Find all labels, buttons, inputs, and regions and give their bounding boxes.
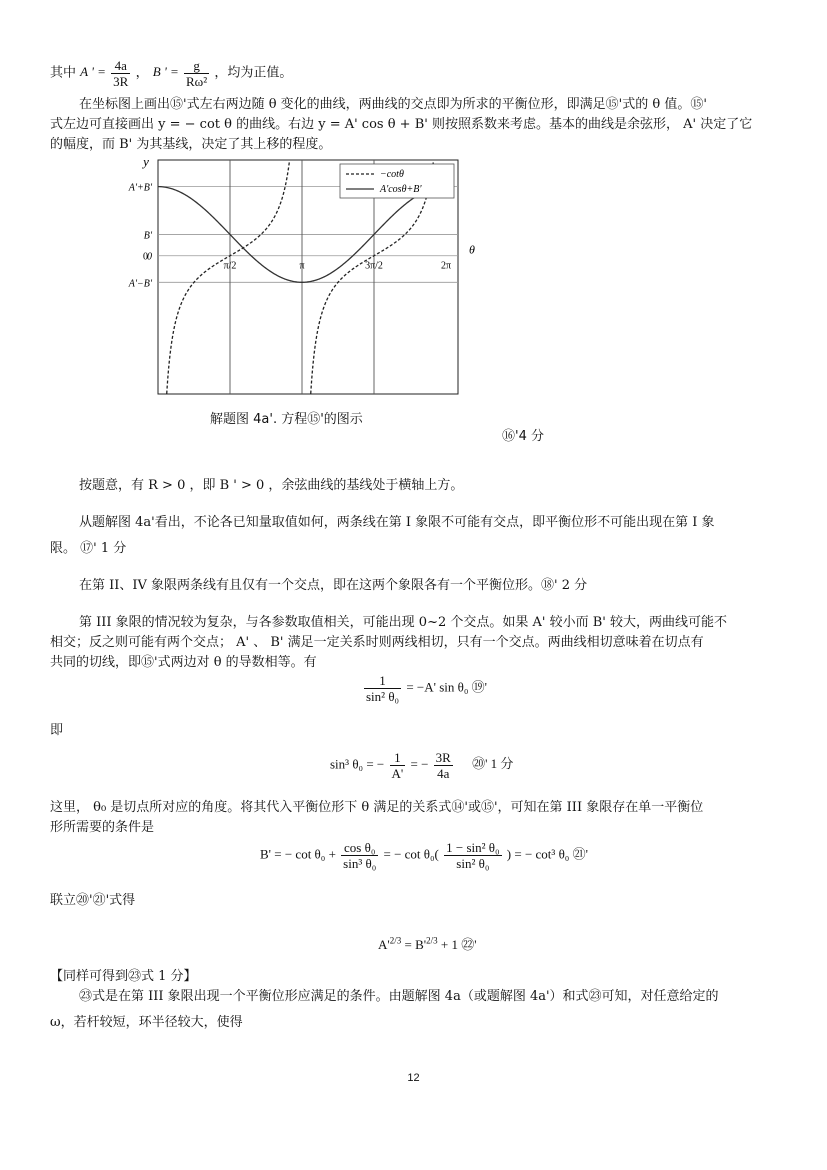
intro-line: 其中 A ' = $\frac{4a}{3R}$ ， B ' = $\frac{g}{\text{Rω²}}$ ，均为正值。 (50, 58, 293, 89)
para8: 【同样可得到㉓式 1 分】 (50, 969, 197, 984)
y-tick-label-0: A'+B' (128, 182, 152, 194)
para5-line3: 共同的切线，即⑮'式两边对 θ 的导数相等。有 (50, 655, 317, 670)
para7: 联立⑳'㉑'式得 (50, 893, 136, 908)
para9-line1: ㉓式是在第 III 象限出现一个平衡位形应满足的条件。由题解图 4a（或题解图 4a'）和式㉓可知，对任意给定的 (79, 989, 719, 1004)
para4: 在第 II、IV 象限两条线有且仅有一个交点，即在这两个象限各有一个平衡位形。⑱' 2 分 (79, 578, 588, 593)
figure-score: ⑯'4 分 (502, 429, 544, 444)
x-axis-label: θ (469, 242, 475, 257)
equation-20: sin³ θ₀ = − $\frac{1}{A'}$ = − $\frac{3R}{4a}$ ⑳' 1 分 (330, 750, 514, 781)
x-tick-label-1: π/2 (223, 260, 237, 272)
equation-22: $A'^{2/3} = B'^{2/3} + 1$ ㉒' (378, 935, 477, 952)
y-tick-label-3: A'−B' (128, 278, 152, 290)
para2: 按题意，有 R > 0 ，即 B ' > 0 ，余弦曲线的基线处于横轴上方。 (79, 478, 464, 493)
para1-line1: 在坐标图上画出⑮'式左右两边随 θ 变化的曲线，两曲线的交点即为所求的平衡位形，即满足⑮'式的 θ 值。⑮' (79, 97, 707, 112)
para3-line1: 从题解图 4a'看出，不论各已知量取值如何，两条线在第 I 象限不可能有交点，即平衡位形不可能出现在第 I 象 (79, 515, 715, 530)
cot-curve-branch-1 (167, 162, 290, 394)
para5-line2: 相交；反之则可能有两个交点； A' 、 B' 满足一定关系时则两线相切，只有一个交点。两曲线相切意味着在切点有 (50, 635, 704, 650)
para1-line3: 的幅度，而 B' 为其基线，决定了其上移的程度。 (50, 137, 332, 152)
para9-line2: ω，若杆较短，环半径较大，使得 (50, 1015, 243, 1030)
x-tick-label-4: 2π (440, 260, 452, 272)
B-prime-def: B ' = $\frac{g}{\text{Rω²}}$ (152, 58, 208, 89)
x-tick-label-0: 0 (143, 251, 148, 263)
equation-19: $\frac{1}{\text{sin² θ₀}}$ = −A' sin θ₀ ⑲' (366, 673, 487, 704)
equation-figure (110, 150, 475, 400)
legend-label-cos: A'cosθ+B' (380, 184, 422, 195)
para1-line2: 式左边可直接画出 y = − cot θ 的曲线。右边 y = A' cos θ + B' 则按照系数来考虑。基本的曲线是余弦形， A' 决定了它 (50, 117, 753, 132)
y-tick-label-2: 0 (147, 251, 152, 263)
ji-label: 即 (50, 723, 64, 738)
page-number: 12 (407, 1072, 420, 1084)
para6-line2: 形所需要的条件是 (50, 820, 155, 835)
y-axis-label: y (143, 154, 149, 169)
legend-label-cot: −cotθ (380, 169, 404, 180)
x-tick-label-2: π (299, 260, 305, 272)
y-tick-label-1: B' (143, 230, 152, 242)
equation-21: B' = − cot θ₀ + $\frac{\text{cos θ₀}}{\text{sin³ θ₀}}$ = − cot θ₀( $\frac{\text{1 − sin² θ₀}}{\text{sin² θ₀}}$ ) = − cot³ θ₀ ㉑' (260, 840, 588, 871)
para6-line1: 这里， θ₀ 是切点所对应的角度。将其代入平衡位形下 θ 满足的关系式⑭'或⑮'，可知在第 III 象限存在单一平衡位 (50, 800, 704, 815)
figure-caption: 解题图 4a'. 方程⑮'的图示 (210, 412, 363, 427)
x-tick-label-3: 3π/2 (365, 260, 383, 272)
para3-line2: 限。 ⑰' 1 分 (50, 541, 127, 556)
A-prime-def: A ' = $\frac{4a}{3R}$ (80, 58, 129, 89)
para5-line1: 第 III 象限的情况较为复杂，与各参数取值相关，可能出现 0~2 个交点。如果 A' 较小而 B' 较大，两曲线可能不 (79, 615, 727, 630)
